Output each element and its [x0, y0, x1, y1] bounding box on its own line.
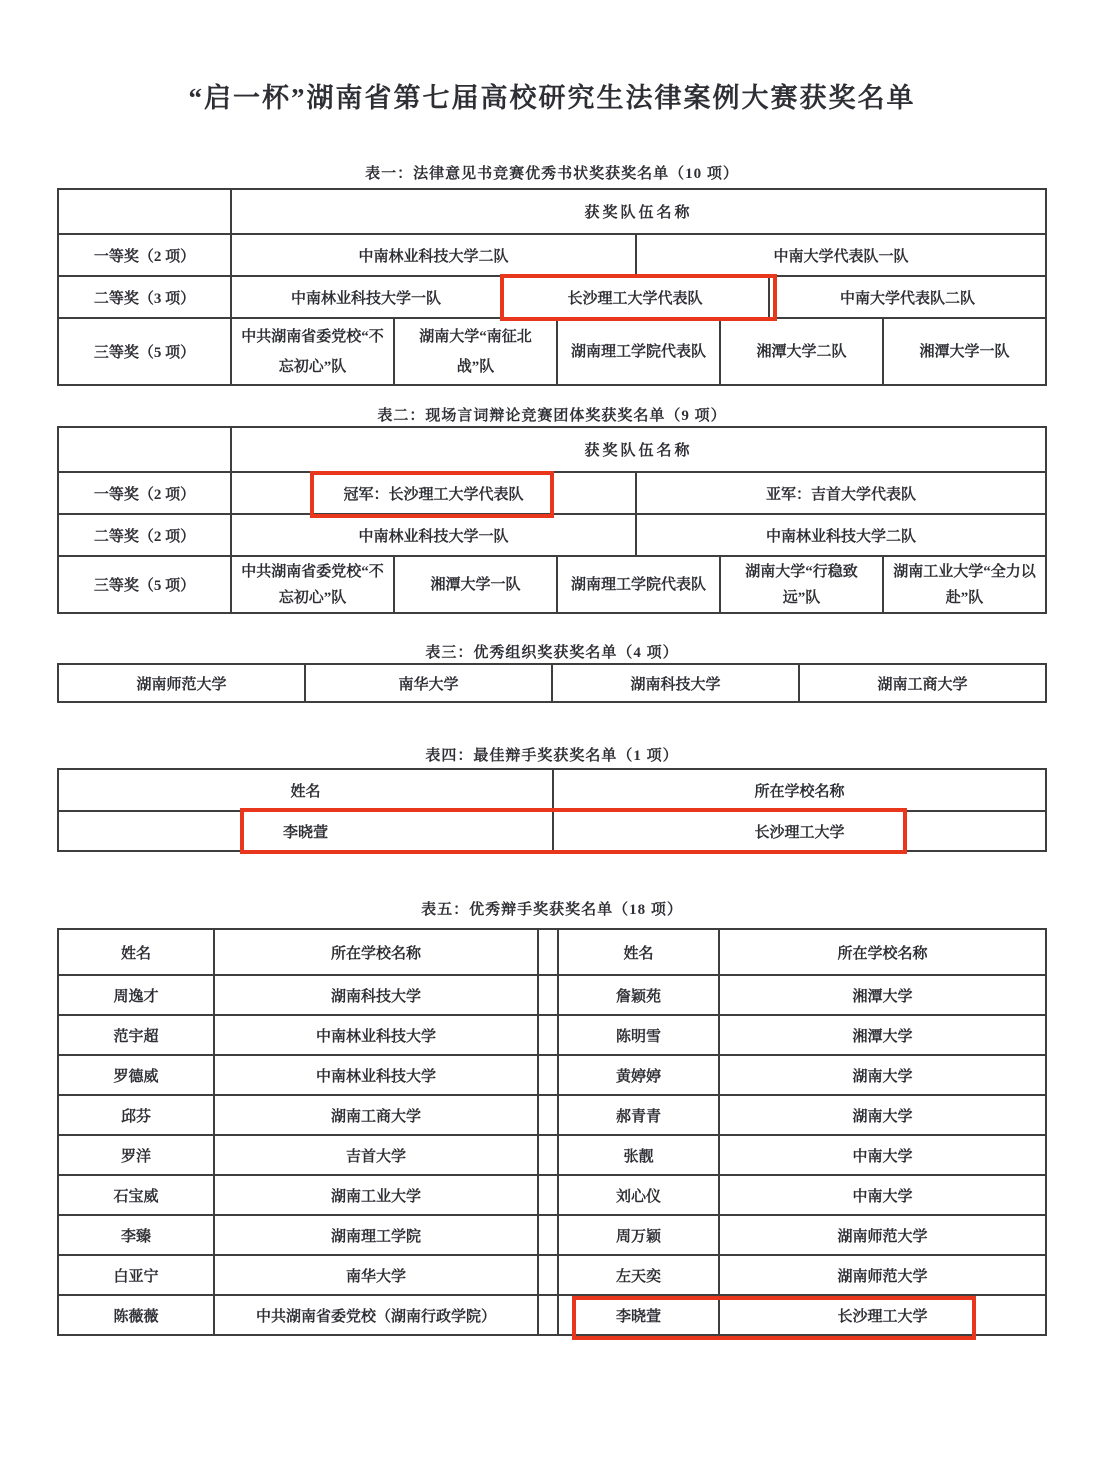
school-cell: 湖南工商大学	[215, 1096, 539, 1136]
team-cell: 亚军：吉首大学代表队	[637, 473, 1047, 515]
table-row	[59, 770, 1047, 812]
name-cell: 陈明雪	[559, 1016, 720, 1056]
table5-excellent-debater-awards	[57, 928, 1047, 1336]
team-cell: 湘潭大学二队	[721, 319, 884, 386]
spacer-cell	[539, 1176, 559, 1216]
team-cell: 湖南大学“行稳致远”队	[721, 557, 884, 614]
school-cell: 南华大学	[215, 1256, 539, 1296]
table-row	[59, 1096, 1047, 1136]
name-cell: 黄婷婷	[559, 1056, 720, 1096]
page-title: “启一杯”湖南省第七届高校研究生法律案例大赛获奖名单	[188, 83, 916, 113]
table-row	[59, 812, 1047, 852]
table3-organization-awards	[57, 663, 1047, 703]
team-cell: 湖南理工学院代表队	[558, 319, 721, 386]
header-cell: 所在学校名称	[554, 770, 1047, 812]
team-cell-highlighted: 长沙理工大学代表队	[502, 277, 770, 319]
school-cell: 湖南理工学院	[215, 1216, 539, 1256]
school-cell: 湖南工商大学	[800, 665, 1047, 703]
school-cell: 湖南科技大学	[215, 976, 539, 1016]
header-cell: 姓名	[59, 770, 554, 812]
header-cell: 获奖队伍名称	[232, 428, 1047, 473]
team-cell: 中南林业科技大学一队	[232, 277, 502, 319]
school-cell: 湖南科技大学	[553, 665, 800, 703]
table3-caption: 表三：优秀组织奖获奖名单（4 项）	[425, 645, 679, 661]
name-cell: 周万颖	[559, 1216, 720, 1256]
spacer-cell	[539, 1216, 559, 1256]
table-row	[59, 1176, 1047, 1216]
name-cell: 周逸才	[59, 976, 215, 1016]
school-cell-highlighted: 长沙理工大学	[554, 812, 1047, 852]
team-cell: 湖南大学“南征北战”队	[395, 319, 558, 386]
name-cell: 张靓	[559, 1136, 720, 1176]
table-row	[59, 930, 1047, 976]
school-cell: 中南大学	[720, 1176, 1047, 1216]
table-row	[59, 1056, 1047, 1096]
header-cell: 姓名	[559, 930, 720, 976]
name-cell: 詹颖苑	[559, 976, 720, 1016]
school-cell: 中南林业科技大学	[215, 1056, 539, 1096]
award-tier-cell: 一等奖（2 项）	[59, 473, 232, 515]
school-cell-highlighted: 长沙理工大学	[720, 1296, 1047, 1336]
school-cell: 湖南工业大学	[215, 1176, 539, 1216]
table2-debate-team-awards	[57, 426, 1047, 614]
table5-caption: 表五：优秀辩手奖获奖名单（18 项）	[421, 902, 683, 918]
corner-cell	[59, 428, 232, 473]
team-cell: 湘潭大学一队	[884, 319, 1047, 386]
school-cell: 吉首大学	[215, 1136, 539, 1176]
table1-legal-opinion-awards	[57, 188, 1047, 386]
table-row	[59, 190, 1047, 235]
table-row	[59, 277, 1047, 319]
school-cell: 中南大学	[720, 1136, 1047, 1176]
table-row	[59, 976, 1047, 1016]
corner-cell	[59, 190, 232, 235]
school-cell: 湘潭大学	[720, 976, 1047, 1016]
name-cell: 白亚宁	[59, 1256, 215, 1296]
school-cell: 湖南师范大学	[59, 665, 306, 703]
spacer-cell	[539, 1296, 559, 1336]
team-cell: 中南林业科技大学一队	[232, 515, 637, 557]
table-row	[59, 515, 1047, 557]
table-row	[59, 428, 1047, 473]
team-cell: 中共湖南省委党校“不忘初心”队	[232, 557, 395, 614]
name-cell: 陈薇薇	[59, 1296, 215, 1336]
school-cell: 湖南师范大学	[720, 1216, 1047, 1256]
table-row	[59, 1016, 1047, 1056]
spacer-cell	[539, 1136, 559, 1176]
team-cell: 中南林业科技大学二队	[232, 235, 637, 277]
name-cell: 罗德威	[59, 1056, 215, 1096]
table-row	[59, 1216, 1047, 1256]
spacer-cell	[539, 976, 559, 1016]
table-row	[59, 665, 1047, 703]
school-cell: 湘潭大学	[720, 1016, 1047, 1056]
name-cell: 范宇超	[59, 1016, 215, 1056]
name-cell: 邱芬	[59, 1096, 215, 1136]
name-cell: 李臻	[59, 1216, 215, 1256]
header-cell: 所在学校名称	[720, 930, 1047, 976]
spacer-cell	[539, 1096, 559, 1136]
name-cell: 石宝威	[59, 1176, 215, 1216]
name-cell-highlighted: 李晓萱	[559, 1296, 720, 1336]
award-tier-cell: 二等奖（2 项）	[59, 515, 232, 557]
table-row	[59, 473, 1047, 515]
spacer-cell	[539, 930, 559, 976]
team-cell-highlighted: 冠军：长沙理工大学代表队	[232, 473, 637, 515]
table-row	[59, 235, 1047, 277]
table4-best-debater-award	[57, 768, 1047, 852]
school-cell: 中共湖南省委党校（湖南行政学院）	[215, 1296, 539, 1336]
team-cell: 中南大学代表队一队	[637, 235, 1047, 277]
table-row	[59, 1256, 1047, 1296]
spacer-cell	[539, 1056, 559, 1096]
award-tier-cell: 一等奖（2 项）	[59, 235, 232, 277]
header-cell: 获奖队伍名称	[232, 190, 1047, 235]
name-cell: 郝青青	[559, 1096, 720, 1136]
table1-caption: 表一：法律意见书竞赛优秀书状奖获奖名单（10 项）	[365, 166, 739, 182]
school-cell: 湖南大学	[720, 1056, 1047, 1096]
team-cell: 湘潭大学一队	[395, 557, 558, 614]
name-cell: 刘心仪	[559, 1176, 720, 1216]
table-row	[59, 319, 1047, 386]
header-cell: 所在学校名称	[215, 930, 539, 976]
name-cell: 罗洋	[59, 1136, 215, 1176]
school-cell: 湖南大学	[720, 1096, 1047, 1136]
school-cell: 湖南师范大学	[720, 1256, 1047, 1296]
team-cell: 中南大学代表队二队	[770, 277, 1047, 319]
award-tier-cell: 三等奖（5 项）	[59, 319, 232, 386]
school-cell: 中南林业科技大学	[215, 1016, 539, 1056]
team-cell: 湖南工业大学“全力以赴”队	[884, 557, 1047, 614]
school-cell: 南华大学	[306, 665, 553, 703]
table4-caption: 表四：最佳辩手奖获奖名单（1 项）	[425, 748, 679, 764]
award-tier-cell: 二等奖（3 项）	[59, 277, 232, 319]
table2-caption: 表二：现场言词辩论竞赛团体奖获奖名单（9 项）	[377, 408, 727, 424]
name-cell-highlighted: 李晓萱	[59, 812, 554, 852]
table-row	[59, 1296, 1047, 1336]
team-cell: 中南林业科技大学二队	[637, 515, 1047, 557]
table-row	[59, 1136, 1047, 1176]
table-row	[59, 557, 1047, 614]
name-cell: 左天奕	[559, 1256, 720, 1296]
spacer-cell	[539, 1016, 559, 1056]
spacer-cell	[539, 1256, 559, 1296]
team-cell: 中共湖南省委党校“不忘初心”队	[232, 319, 395, 386]
header-cell: 姓名	[59, 930, 215, 976]
award-tier-cell: 三等奖（5 项）	[59, 557, 232, 614]
team-cell: 湖南理工学院代表队	[558, 557, 721, 614]
